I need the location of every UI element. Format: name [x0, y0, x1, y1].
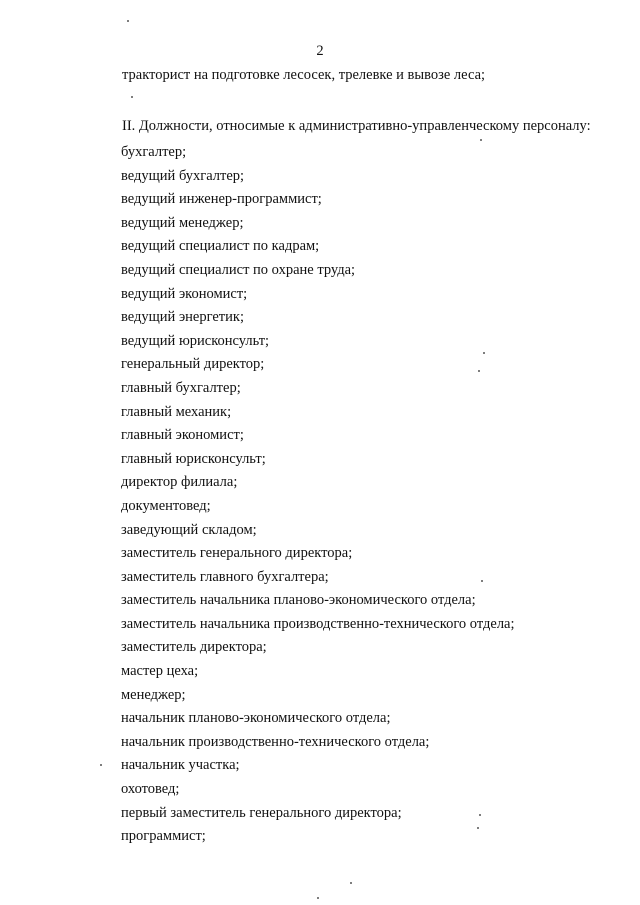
list-item: ведущий специалист по кадрам;	[121, 238, 320, 255]
list-item: заведующий складом;	[121, 521, 257, 538]
list-item: ведущий менеджер;	[121, 214, 244, 231]
scan-speck	[477, 827, 479, 829]
list-item: главный экономист;	[121, 427, 244, 444]
list-item: ведущий экономист;	[121, 285, 248, 302]
list-item: заместитель генерального директора;	[121, 545, 353, 562]
list-item: заместитель начальника планово-экономического отдела;	[121, 592, 476, 609]
list-item: заместитель директора;	[121, 639, 267, 656]
scan-speck	[350, 882, 352, 884]
scan-speck	[483, 352, 485, 354]
list-item: менеджер;	[121, 686, 186, 703]
scan-speck	[127, 20, 129, 22]
scan-speck	[131, 96, 133, 98]
list-item: мастер цеха;	[121, 663, 199, 680]
scan-speck	[479, 814, 481, 816]
scan-speck	[481, 580, 483, 582]
list-item: главный механик;	[121, 403, 232, 420]
list-item: ведущий юрисконсульт;	[121, 332, 270, 349]
section-heading: II. Должности, относимые к административно-управленческому персоналу:	[122, 118, 591, 134]
list-item: заместитель начальника производственно-технического отдела;	[121, 615, 515, 632]
scan-speck	[317, 897, 319, 899]
list-item: ведущий энергетик;	[121, 309, 244, 326]
list-item: директор филиала;	[121, 474, 238, 491]
list-item: первый заместитель генерального директора;	[121, 804, 402, 821]
list-item: ведущий инженер-программист;	[121, 191, 322, 208]
scan-speck	[100, 764, 102, 766]
list-item: начальник участка;	[121, 757, 240, 774]
list-item: заместитель главного бухгалтера;	[121, 568, 329, 585]
list-item: бухгалтер;	[121, 144, 187, 160]
scan-speck	[478, 370, 480, 372]
list-item: охотовед;	[121, 781, 180, 798]
list-item: ведущий бухгалтер;	[121, 167, 245, 184]
list-item: документовед;	[121, 497, 211, 514]
page-number: 2	[316, 43, 324, 59]
list-item: главный бухгалтер;	[121, 379, 241, 396]
positions-list	[121, 141, 515, 849]
list-item: начальник планово-экономического отдела;	[121, 710, 391, 727]
list-item: ведущий специалист по охране труда;	[121, 261, 356, 278]
list-item: начальник производственно-технического отдела;	[121, 733, 430, 750]
list-item: главный юрисконсульт;	[121, 450, 266, 467]
intro-line: тракторист на подготовке лесосек, трелевке и вывозе леса;	[122, 67, 486, 83]
list-item: программист;	[121, 828, 206, 845]
scan-speck	[480, 139, 482, 141]
list-item: генеральный директор;	[121, 356, 265, 373]
